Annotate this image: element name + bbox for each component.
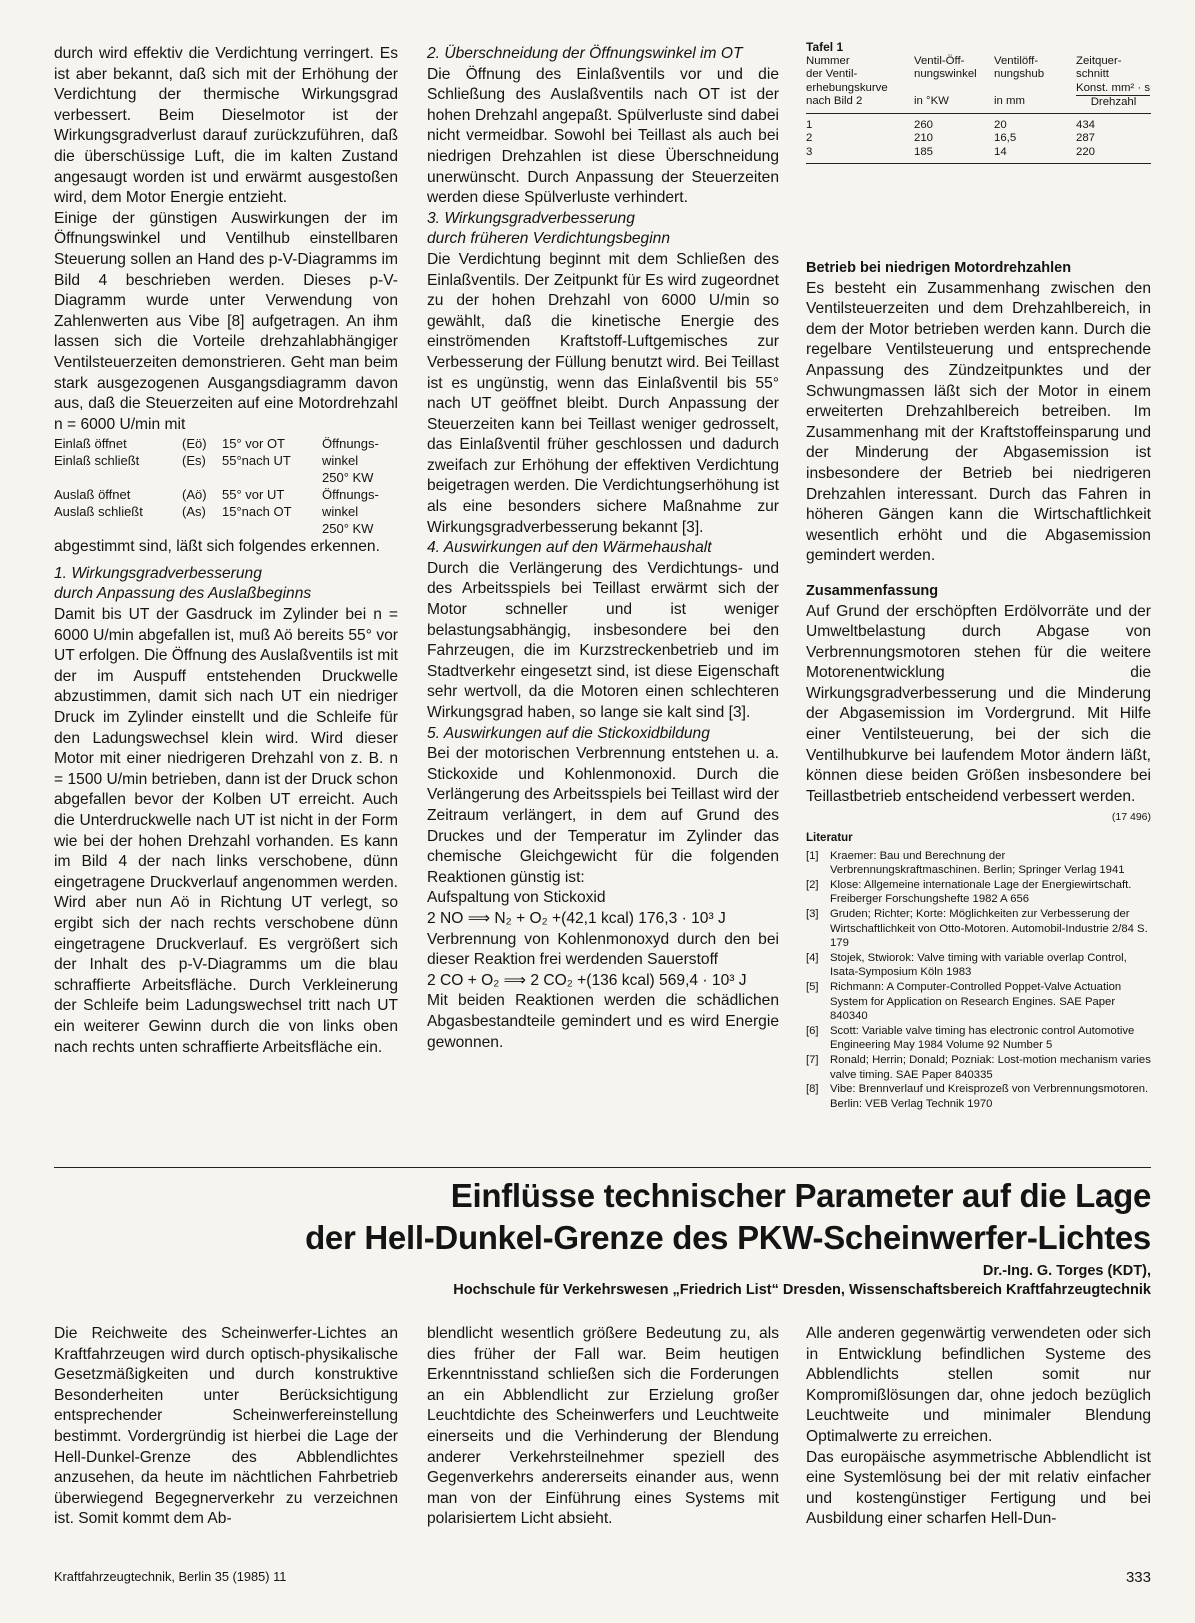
table-cell: 287 xyxy=(1076,132,1096,144)
reference-text: Vibe: Brennverlauf und Kreisprozeß von Verbrennungsmotoren. Berlin: VEB Verlag Technik 1970 xyxy=(830,1083,1149,1110)
paragraph: Alle anderen gegenwärtig verwendeten oder sich in Entwicklung befindlichen Systeme des Abblendlichts stellen somit nur Kompromißlösungen dar, ohne jedoch bezüglich Leuchtweite und minimaler Blendung Optimalwerte zu erreichen. xyxy=(806,1325,1151,1445)
reference-text: Stojek, Stwiorok: Valve timing with variable overlap Control, Isata-Symposium Köln 1983 xyxy=(830,951,1127,979)
timing-row xyxy=(54,452,398,469)
paragraph: Mit beiden Reaktionen werden die schädlichen Abgasbestandteile gemindert und es wird Energie gewonnen. xyxy=(427,992,779,1051)
timing-note: Öffnungs- xyxy=(322,487,379,503)
timing-angle: 55° vor UT xyxy=(222,487,285,503)
section-heading: durch Anpassung des Auslaßbeginns xyxy=(54,585,312,603)
header-line: Drehzahl xyxy=(1090,96,1137,108)
section-heading: 1. Wirkungsgradverbesserung xyxy=(54,564,262,582)
section-heading: 2. Überschneidung der Öffnungswinkel im OT xyxy=(427,45,743,62)
timing-row xyxy=(54,503,398,520)
reference-item xyxy=(806,1053,1151,1082)
reference-number: [5] xyxy=(806,980,819,993)
table-cell: 434 xyxy=(1076,118,1096,131)
article2-column xyxy=(427,1324,779,1530)
article2-column xyxy=(806,1324,1151,1530)
table-cell: 20 xyxy=(994,118,1007,131)
timing-abbr: (Aö) xyxy=(182,487,207,503)
header-line: nungswinkel xyxy=(914,68,977,80)
table-cell: 1 xyxy=(806,118,813,131)
section-divider xyxy=(54,1167,1151,1168)
paragraph: Damit bis UT der Gasdruck im Zylinder bei n = 6000 U/min abgefallen ist, muß Aö bereits 55° vor UT erfolgen. Die Öffnung des Auslaßventils ist mit der im Auspuff entstehenden Druckwelle abzustimmen, damit sich nach UT ein niedriger Druck im Zylinder einstellt und die Schleife für den Ladungswechsel klein wird. Wird dieser Motor mit einer niedrigeren Drehzahl von z. B. n = 1500 U/min betrieben, dann ist der Druck schon abgefallen bevor der Kolben UT erreicht. Auch die Unterdruckwelle nach UT ist nicht in der Form wie bei der hohen Drehzahl vorhanden. Es kann im Bild 4 der nach links verschobene, dünn eingetragene Druckverlauf angenommen werden. Wird aber nun Aö in Richtung UT verlegt, so ergibt sich der nach rechts verschobene dünn eingetragene Druckverlauf. Es vergrößert sich der Inhalt des p-V-Diagramms um die blau schraffierte Arbeitsfläche. Durch Verkleinerung der Schleife beim Ladungswechsel tritt nach UT ein weiterer Gewinn durch die von links oben nach rechts unten schraffierte Arbeitsfläche ein. xyxy=(54,606,398,1056)
timing-event: Auslaß schließt xyxy=(54,504,143,520)
table-tafel-1 xyxy=(806,41,1151,164)
header-line xyxy=(914,82,994,96)
timing-angle: 55°nach UT xyxy=(222,453,291,469)
header-line: Konst. mm² · s xyxy=(1076,82,1150,97)
table-cell: 185 xyxy=(914,145,934,158)
reference-text: Kraemer: Bau und Berechnung der Verbrennungskraftmaschinen. Berlin; Springer Verlag 1941 xyxy=(830,849,1125,877)
header-line: Zeitquer- xyxy=(1076,54,1122,67)
paragraph: blendlicht wesentlich größere Bedeutung zu, als dies früher der Fall war. Beim heutigen Erkenntnisstand schließen sich die Forderungen an ein Abblendlicht zur Erzielung großer Leuchtdichte des Scheinwerfers und Leuchtweite einerseits und die Verhinderung der Blendung anderer Verkehrsteilnehmer speziell des Gegenverkehrs andererseits einander aus, wenn man von der Einführung eines Systems mit polarisiertem Licht absieht. xyxy=(427,1325,779,1528)
timing-row xyxy=(54,469,398,486)
table-header xyxy=(806,55,1151,110)
header-line: Ventilöff- xyxy=(994,54,1039,67)
reference-item xyxy=(806,849,1151,878)
table-cell: 3 xyxy=(806,145,813,158)
timing-abbr xyxy=(182,469,222,486)
reference-number: [3] xyxy=(806,908,819,920)
timing-event xyxy=(54,520,182,537)
timing-abbr: (Eö) xyxy=(182,436,207,452)
table-row xyxy=(806,146,1151,160)
footer-journal: Kraftfahrzeugtechnik, Berlin 35 (1985) 11 xyxy=(54,1569,287,1584)
reference-item xyxy=(806,1024,1151,1053)
reference-number: [4] xyxy=(806,951,819,964)
reference-item xyxy=(806,1082,1151,1111)
reference-item xyxy=(806,980,1151,1024)
timing-note: 250° KW xyxy=(322,521,374,537)
timing-note: 250° KW xyxy=(322,470,374,486)
section-heading: durch früheren Verdichtungsbeginn xyxy=(427,230,671,248)
reference-number: [8] xyxy=(806,1083,819,1096)
section-heading: 5. Auswirkungen auf die Stickoxidbildung xyxy=(427,724,710,742)
paragraph: Bei der motorischen Verbrennung entstehen u. a. Stickoxide und Kohlenmonoxid. Durch die Verlängerung des Arbeitsspiels bei Teillast wird der Zeitraum verlängert, in dem auf Grund des Druckes und der Temperatur im Zylinder das chemische Gleichgewicht für die folgenden Reaktionen günstig ist: xyxy=(427,745,779,886)
table-cell: 220 xyxy=(1076,145,1096,158)
table-rule xyxy=(806,163,1151,164)
timing-angle: 15° vor OT xyxy=(222,436,285,452)
section-heading: Betrieb bei niedrigen Motordrehzahlen xyxy=(806,260,1072,276)
paragraph: durch wird effektiv die Verdichtung verringert. Es ist aber bekannt, daß sich mit der Erhöhung der Verdichtung der thermische Wirkungsgrad verbessert. Beim Dieselmotor ist der Wirkungsgradverlust darauf zurückzuführen, daß die überschüssige Luft, die im kalten Zustand angesaugt worden ist und erwärmt ausgestoßen wird, dem Motor Energie entzieht. xyxy=(54,45,398,207)
paragraph: Die Verdichtung beginnt mit dem Schließen des Einlaßventils. Der Zeitpunkt für Es wird zugeordnet zu der hohen Drehzahl von 6000 U/min so gewählt, daß die kinetische Energie des einströmenden Kraftstoff-Luftgemisches zur Verbesserung der Füllung benutzt wird. Bei Teillast ist es ungünstig, wenn das Einlaßventil bis 55° nach UT geöffnet bleibt. Durch Anpassung der Steuerzeiten kann bei Teillast weniger gedrosselt, das Einlaßventil früher geschlossen und dadurch zweifach zur Erhöhung der effektiven Verdichtung beigetragen werden. Die Verdichtungserhöhung ist als eine besonders sichere Maßnahme zur Wirkungsgradverbesserung bekannt [3]. xyxy=(427,250,779,536)
reference-item xyxy=(806,951,1151,980)
reference-text: Klose: Allgemeine internationale Lage der Energiewirtschaft. Freiberger Forschungshefte 1982 A 656 xyxy=(830,878,1132,906)
paragraph: Es besteht ein Zusammenhang zwischen den Ventilsteuerzeiten und dem Drehzahlbereich, in dem der Motor betrieben werden kann. Durch die regelbare Ventilsteuerung und entsprechende Anpassung des Zündzeitpunktes und der Schwungmassen läßt sich der Motor in einem erweiterten Drehzahlbereich betreiben. Im Zusammenhang mit der Kraftstoffeinsparung und der Minderung der Abgasemission ist insbesondere der Betrieb bei niedrigeren Drehzahlen interessant. Durch das Fahren in höheren Gängen kann die Wirtschaftlichkeit wesentlich erhöht und die Abgasemission gemindert werden. xyxy=(806,279,1151,565)
paragraph: Verbrennung von Kohlenmonoxyd durch den bei dieser Reaktion frei werdenden Sauerstoff xyxy=(427,930,779,969)
timing-note: winkel xyxy=(322,504,359,520)
paragraph: Das europäische asymmetrische Abblendlicht ist eine Systemlösung bei der mit relativ einfacher und kostengünstiger Fertigung und bei Ausbildung einer scharfen Hell-Dun- xyxy=(806,1448,1151,1528)
table-cell: 210 xyxy=(914,132,934,144)
table-row xyxy=(806,119,1151,133)
timing-angle xyxy=(222,469,322,486)
page-number: 333 xyxy=(1125,1569,1151,1586)
table-title: Tafel 1 xyxy=(806,40,844,54)
header-line: Nummer xyxy=(806,54,850,67)
literature-heading: Literatur xyxy=(806,832,853,845)
article-title: Einflüsse technischer Parameter auf die Lage xyxy=(450,1177,1151,1214)
reference-item xyxy=(806,878,1151,907)
header-line: der Ventil- xyxy=(806,68,858,80)
timing-abbr xyxy=(182,520,222,537)
section-heading: 4. Auswirkungen auf den Wärmehaushalt xyxy=(427,539,712,557)
equation: 2 NO ⟹ N₂ + O₂ +(42,1 kcal) 176,3 · 10³ J xyxy=(427,909,726,927)
table-cell: 14 xyxy=(994,145,1007,158)
table-cell: 16,5 xyxy=(994,132,1017,144)
middle-column xyxy=(427,44,779,1053)
table-row xyxy=(806,132,1151,146)
reference-text: Richmann: A Computer-Controlled Poppet-Valve Actuation System for Application on Research Engines. SAE Paper 840340 xyxy=(830,980,1122,1023)
timing-list xyxy=(54,435,398,537)
paragraph: Die Reichweite des Scheinwerfer-Lichtes an Kraftfahrzeugen wird durch optisch-physikalische Gesetzmäßigkeiten und durch konstruktive Besonderheiten unter Berücksichtigung entsprechender Scheinwerfereinstellung bestimmt. Vordergründig ist hierbei die Lage der Hell-Dunkel-Grenze des Abblendlichtes anzusehen, da heute im nächtlichen Fahrbetrieb überwiegend Begegnerverkehr zu verzeichnen ist. Somit kommt dem Ab- xyxy=(54,1325,398,1528)
timing-angle: 15°nach OT xyxy=(222,504,292,520)
header-cell xyxy=(994,55,1076,110)
left-column xyxy=(54,44,398,1058)
header-cell xyxy=(806,55,914,110)
timing-event: Auslaß öffnet xyxy=(54,487,131,503)
timing-angle xyxy=(222,520,322,537)
reference-number: [7] xyxy=(806,1053,819,1066)
header-line: nach Bild 2 xyxy=(806,95,863,107)
reference-text: Gruden; Richter; Korte: Möglichkeiten zur Verbesserung der Wirtschaftlichkeit von Otto-Motoren. Automobil-Industrie 2/84 S. 179 xyxy=(830,908,1148,950)
reference-text: Scott: Variable valve timing has electronic control Automotive Engineering May 1984 Volume 92 Number 5 xyxy=(830,1024,1135,1052)
header-line: erhebungskurve xyxy=(806,81,888,94)
article-code: (17 496) xyxy=(1111,811,1151,824)
timing-event xyxy=(54,469,182,486)
affiliation: Hochschule für Verkehrswesen „Friedrich List“ Dresden, Wissenschaftsbereich Kraftfahrzeugtechnik xyxy=(453,1282,1151,1298)
paragraph: Die Öffnung des Einlaßventils vor und die Schließung des Auslaßventils nach OT ist der hohen Drehzahl angepaßt. Spülverluste sind dabei nicht vermeidbar. Sowohl bei Teillast als auch bei niedrigen Drehzahlen ist diese Überschneidung unerwünscht. Durch Anpassung der Steuerzeiten werden diese Spülverluste verhindert. xyxy=(427,65,779,207)
timing-abbr: (Es) xyxy=(182,453,206,469)
paragraph: abgestimmt sind, läßt sich folgendes erkennen. xyxy=(54,538,380,556)
timing-event: Einlaß schließt xyxy=(54,453,140,469)
timing-row xyxy=(54,520,398,537)
right-column xyxy=(806,258,1151,1111)
reference-list xyxy=(806,849,1151,1112)
header-line: in °KW xyxy=(914,95,949,107)
timing-row xyxy=(54,435,398,452)
reference-number: [6] xyxy=(806,1024,819,1037)
timing-abbr: (As) xyxy=(182,504,206,520)
table-cell: 260 xyxy=(914,118,934,131)
paragraph: Auf Grund der erschöpften Erdölvorräte und der Umweltbelastung durch Abgase von Verbrennungsmotoren stehen für die weitere Motorenentwicklung die Wirkungsgradverbesserung und die Minderung der Abgasemission im Vordergrund. Mit Hilfe einer Ventilsteuerung, bei der sich die Ventilhubkurve bei laufendem Motor ändern läßt, können diese beiden Größen insbesondere bei Teillastbetrieb entscheidend verbessert werden. xyxy=(806,602,1151,805)
header-line: schnitt xyxy=(1076,68,1109,80)
timing-event: Einlaß öffnet xyxy=(54,436,127,452)
timing-note: winkel xyxy=(322,453,359,469)
header-cell xyxy=(914,55,994,110)
timing-note: Öffnungs- xyxy=(322,436,379,452)
header-line: in mm xyxy=(994,95,1026,107)
equation: 2 CO + O₂ ⟹ 2 CO₂ +(136 kcal) 569,4 · 10³ J xyxy=(427,971,747,989)
section-heading: 3. Wirkungsgradverbesserung xyxy=(427,209,635,227)
reference-item xyxy=(806,907,1151,951)
article-title: der Hell-Dunkel-Grenze des PKW-Scheinwerfer-Lichtes xyxy=(305,1219,1151,1256)
paragraph: Einige der günstigen Auswirkungen der im Öffnungswinkel und Ventilhub einstellbaren Steuerung sollen an Hand des p-V-Diagramms im Bild 4 beschrieben werden. Dieses p-V-Diagramm wurde unter Verwendung von Zahlenwerten aus Vibe [8] aufgetragen. An ihm lassen sich die Vorteile drehzahlabhängiger Ventilsteuerzeiten demonstrieren. Geht man beim stark ausgezogenen Ausgangsdiagramm davon aus, daß die Steuerzeiten auf eine Motordrehzahl n = 6000 U/min mit xyxy=(54,209,398,433)
section-heading: Zusammenfassung xyxy=(806,582,939,599)
paragraph: Durch die Verlängerung des Verdichtungs- und des Arbeitsspiels bei Teillast erwärmt sich der Motor schneller und ist weniger belastungsabhängig, insbesondere bei den Fahrzeugen, die im Kurzstreckenbetrieb und im Stadtverkehr eingesetzt sind, ist diese Eigenschaft sehr wertvoll, da die Motoren einen schlechteren Wirkungsgrad haben, so lange sie kalt sind [3]. xyxy=(427,559,779,721)
header-cell xyxy=(1076,55,1151,110)
label: Aufspaltung von Stickoxid xyxy=(427,889,606,907)
header-line: Ventil-Öff- xyxy=(914,54,965,67)
table-cell: 2 xyxy=(806,132,813,144)
header-line: nungshub xyxy=(994,68,1045,80)
header-line xyxy=(994,82,1076,96)
timing-row xyxy=(54,486,398,503)
reference-number: [2] xyxy=(806,878,819,891)
reference-number: [1] xyxy=(806,849,819,862)
reference-text: Ronald; Herrin; Donald; Pozniak: Lost-motion mechanism varies valve timing. SAE Paper 840335 xyxy=(830,1053,1151,1081)
table-rule xyxy=(806,113,1151,114)
author: Dr.-Ing. G. Torges (KDT), xyxy=(982,1263,1151,1279)
article2-column xyxy=(54,1324,398,1530)
